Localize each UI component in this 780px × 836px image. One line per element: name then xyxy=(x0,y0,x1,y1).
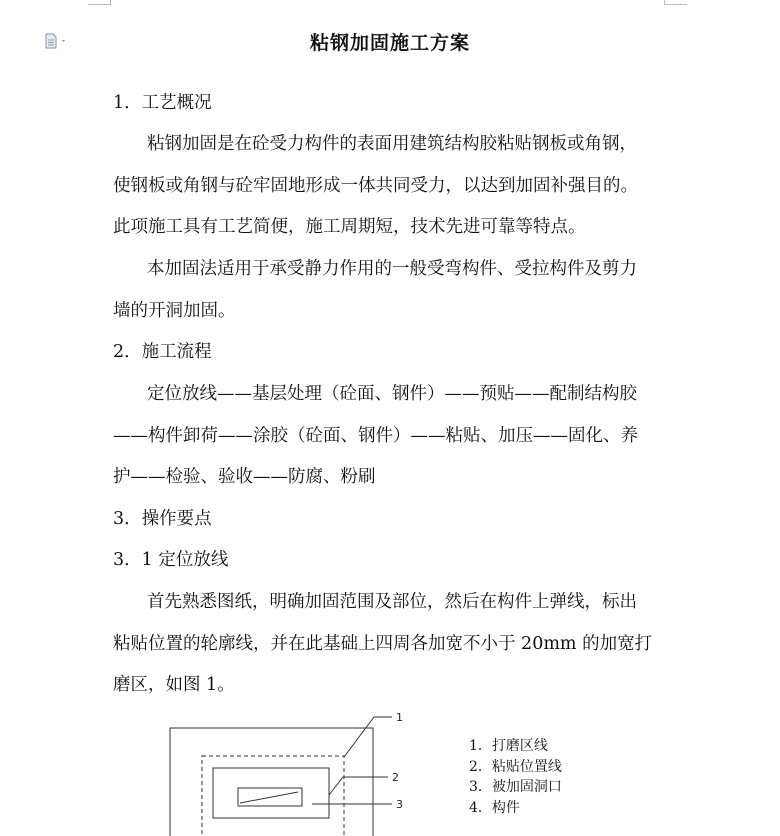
legend-item: 4．构件 xyxy=(469,799,520,816)
legend-item: 2．粘贴位置线 xyxy=(469,758,562,775)
section-heading: 3．操作要点 xyxy=(113,509,212,529)
paragraph-line: 粘贴位置的轮廓线，并在此基础上四周各加宽不小于 20mm 的加宽打 xyxy=(113,634,653,654)
paragraph-line: 此项施工具有工艺简便，施工周期短，技术先进可靠等特点。 xyxy=(113,217,586,237)
paragraph-line: 首先熟悉图纸，明确加固范围及部位，然后在构件上弹线，标出 xyxy=(147,592,637,612)
paragraph-line: 墙的开洞加固。 xyxy=(113,301,236,321)
leader-line-2 xyxy=(329,777,388,795)
paragraph-line: 磨区，如图 1。 xyxy=(113,675,235,695)
figure-legend xyxy=(469,736,562,818)
paragraph-line: 定位放线——基层处理（砼面、钢件）——预贴——配制结构胶 xyxy=(147,384,637,404)
paragraph-line: 粘钢加固是在砼受力构件的表面用建筑结构胶粘贴钢板或角钢， xyxy=(147,134,637,154)
paragraph-line: ——构件卸荷——涂胶（砼面、钢件）——粘贴、加压——固化、养 xyxy=(113,426,638,446)
subsection-heading: 3．1 定位放线 xyxy=(113,550,229,570)
member-outline xyxy=(170,728,373,836)
figure-label-2: 2 xyxy=(392,771,399,784)
crop-mark-right xyxy=(664,0,687,5)
figure-diagram xyxy=(160,702,420,836)
document-title: 粘钢加固施工方案 xyxy=(309,32,470,54)
figure-label-3: 3 xyxy=(396,798,403,811)
paragraph-line: 使钢板或角钢与砼牢固地形成一体共同受力，以达到加固补强目的。 xyxy=(113,176,638,196)
paragraph-line: 护——检验、验收——防腐、粉刷 xyxy=(113,467,376,487)
legend-item: 1．打磨区线 xyxy=(469,738,548,754)
section-heading: 2．施工流程 xyxy=(113,342,212,362)
leader-line-1 xyxy=(344,717,392,757)
crop-mark-left xyxy=(88,0,111,5)
paragraph-line: 本加固法适用于承受静力作用的一般受弯构件、受拉构件及剪力 xyxy=(147,259,637,279)
bonding-position-line xyxy=(213,768,329,818)
figure-label-1: 1 xyxy=(396,711,403,724)
legend-item: 3．被加固洞口 xyxy=(469,779,562,795)
section-heading: 1．工艺概况 xyxy=(113,93,212,113)
